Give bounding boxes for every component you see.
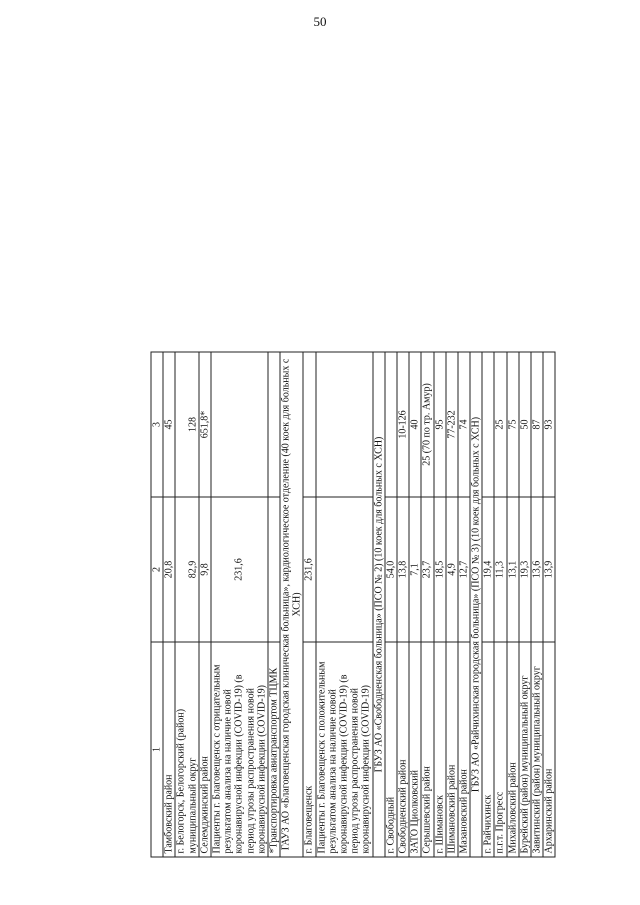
rotated-table-container (150, 353, 580, 858)
footnote: *Транспортировка авиатранспортом ТЦМК (267, 642, 279, 857)
row-value-3: 651,8* (198, 352, 210, 497)
row-value-2: 4,9 (445, 497, 457, 642)
section-row (372, 352, 384, 857)
row-value-3: 77-232 (445, 352, 457, 497)
table-row (267, 352, 279, 857)
row-value-2: 23,7 (421, 497, 433, 642)
section-row (470, 352, 482, 857)
row-name: Пациенты г. Благовещенск с положительным результатом анализа на наличие новой коронавирусной инфекции (COVID-19) (в период угрозы распространения новой коронавирусной инфекции (COVID-19) (315, 642, 372, 857)
section-title: ГБУЗ АО «Свободненская больница» (ПСО № 2) (10 коек для больных с ХСН) (372, 352, 384, 857)
table-row (433, 352, 445, 857)
table-row (421, 352, 433, 857)
row-name: г. Свободный (384, 642, 396, 857)
distance-table (150, 352, 555, 858)
table-row (543, 352, 555, 857)
empty-cell (267, 352, 279, 497)
row-name: Завитинский (район) муниципальный округ (531, 642, 543, 857)
row-value-2: 13,1 (506, 497, 518, 642)
row-value-3: 25 (494, 352, 506, 497)
table-row (482, 352, 494, 857)
row-value-2: 9,8 (198, 497, 210, 642)
row-value-3: 40 (409, 352, 421, 497)
row-name: п.г.т. Прогресс (494, 642, 506, 857)
row-value-2: 19,3 (518, 497, 530, 642)
row-name: г. Райчихинск (482, 642, 494, 857)
row-value-3 (315, 352, 372, 497)
row-value-3 (384, 352, 396, 497)
row-name: Пациенты г. Благовещенск с отрицательным результатом анализа на наличие новой коронавирусной инфекции (COVID-19) (в период угрозы распространения новой коронавирусной инфекции (COVID-19) (210, 642, 267, 857)
row-name: г. Благовещенск (303, 642, 315, 857)
row-name: Свободненский район (396, 642, 408, 857)
table-row (494, 352, 506, 857)
header-cell: 1 (151, 642, 163, 857)
row-value-3: 128 (175, 352, 198, 497)
row-value-3: 45 (163, 352, 175, 497)
table-row (384, 352, 396, 857)
row-name: Селемджинский район (198, 642, 210, 857)
row-value-2: 19,4 (482, 497, 494, 642)
section-title: ГБУЗ АО «Райчихинская городская больница» (ПСО № 3) (10 коек для больных с ХСН) (470, 352, 482, 857)
row-value-2: 20,8 (163, 497, 175, 642)
table-row (198, 352, 210, 857)
row-name: г. Шимановск (433, 642, 445, 857)
row-value-2: 12,7 (457, 497, 469, 642)
table-row (445, 352, 457, 857)
page-number: 50 (313, 14, 327, 29)
row-value-2: 18,5 (433, 497, 445, 642)
row-name: Архаринский район (543, 642, 555, 857)
section-title: ГАУЗ АО «Благовещенская городская клиническая больница», кардиологическое отделение (40 коек для больных с ХСН) (280, 352, 303, 857)
table-row (457, 352, 469, 857)
table-row (315, 352, 372, 857)
header-row (151, 352, 163, 857)
header-cell: 3 (151, 352, 163, 497)
row-value-2: 54,0 (384, 497, 396, 642)
row-value-2: 7,1 (409, 497, 421, 642)
row-value-3 (303, 352, 315, 497)
row-value-3: 93 (543, 352, 555, 497)
row-name: Серышевский район (421, 642, 433, 857)
row-value-2: 13,9 (543, 497, 555, 642)
table-row (506, 352, 518, 857)
empty-cell (267, 497, 279, 642)
row-name: г. Белогорск, Белогорский (район) муниципальный округ (175, 642, 198, 857)
row-value-3 (482, 352, 494, 497)
row-name: Михайловский район (506, 642, 518, 857)
row-value-3: 75 (506, 352, 518, 497)
row-value-2: 11,3 (494, 497, 506, 642)
row-value-2: 231,6 (210, 497, 267, 642)
row-value-2: 82,9 (175, 497, 198, 642)
table-row (303, 352, 315, 857)
table-row (210, 352, 267, 857)
table-row (396, 352, 408, 857)
row-name: Бурейский (район) муниципальный округ (518, 642, 530, 857)
table-row (175, 352, 198, 857)
row-value-3: 87 (531, 352, 543, 497)
row-value-3: 25 (70 по тр. Амур) (421, 352, 433, 497)
row-value-3: 10-126 (396, 352, 408, 497)
row-value-2: 231,6 (303, 497, 315, 642)
row-value-2: 13,8 (396, 497, 408, 642)
table-row (409, 352, 421, 857)
row-value-3: 50 (518, 352, 530, 497)
row-value-2: 13,6 (531, 497, 543, 642)
header-cell: 2 (151, 497, 163, 642)
row-name: ЗАТО Циолковский (409, 642, 421, 857)
table-row (518, 352, 530, 857)
row-name: Шимановский район (445, 642, 457, 857)
row-value-3 (210, 352, 267, 497)
row-value-3: 95 (433, 352, 445, 497)
row-name: Тамбовский район (163, 642, 175, 857)
table-row (531, 352, 543, 857)
table-row (163, 352, 175, 857)
row-value-3: 74 (457, 352, 469, 497)
section-row (280, 352, 303, 857)
row-value-2 (315, 497, 372, 642)
row-name: Мазановский район (457, 642, 469, 857)
